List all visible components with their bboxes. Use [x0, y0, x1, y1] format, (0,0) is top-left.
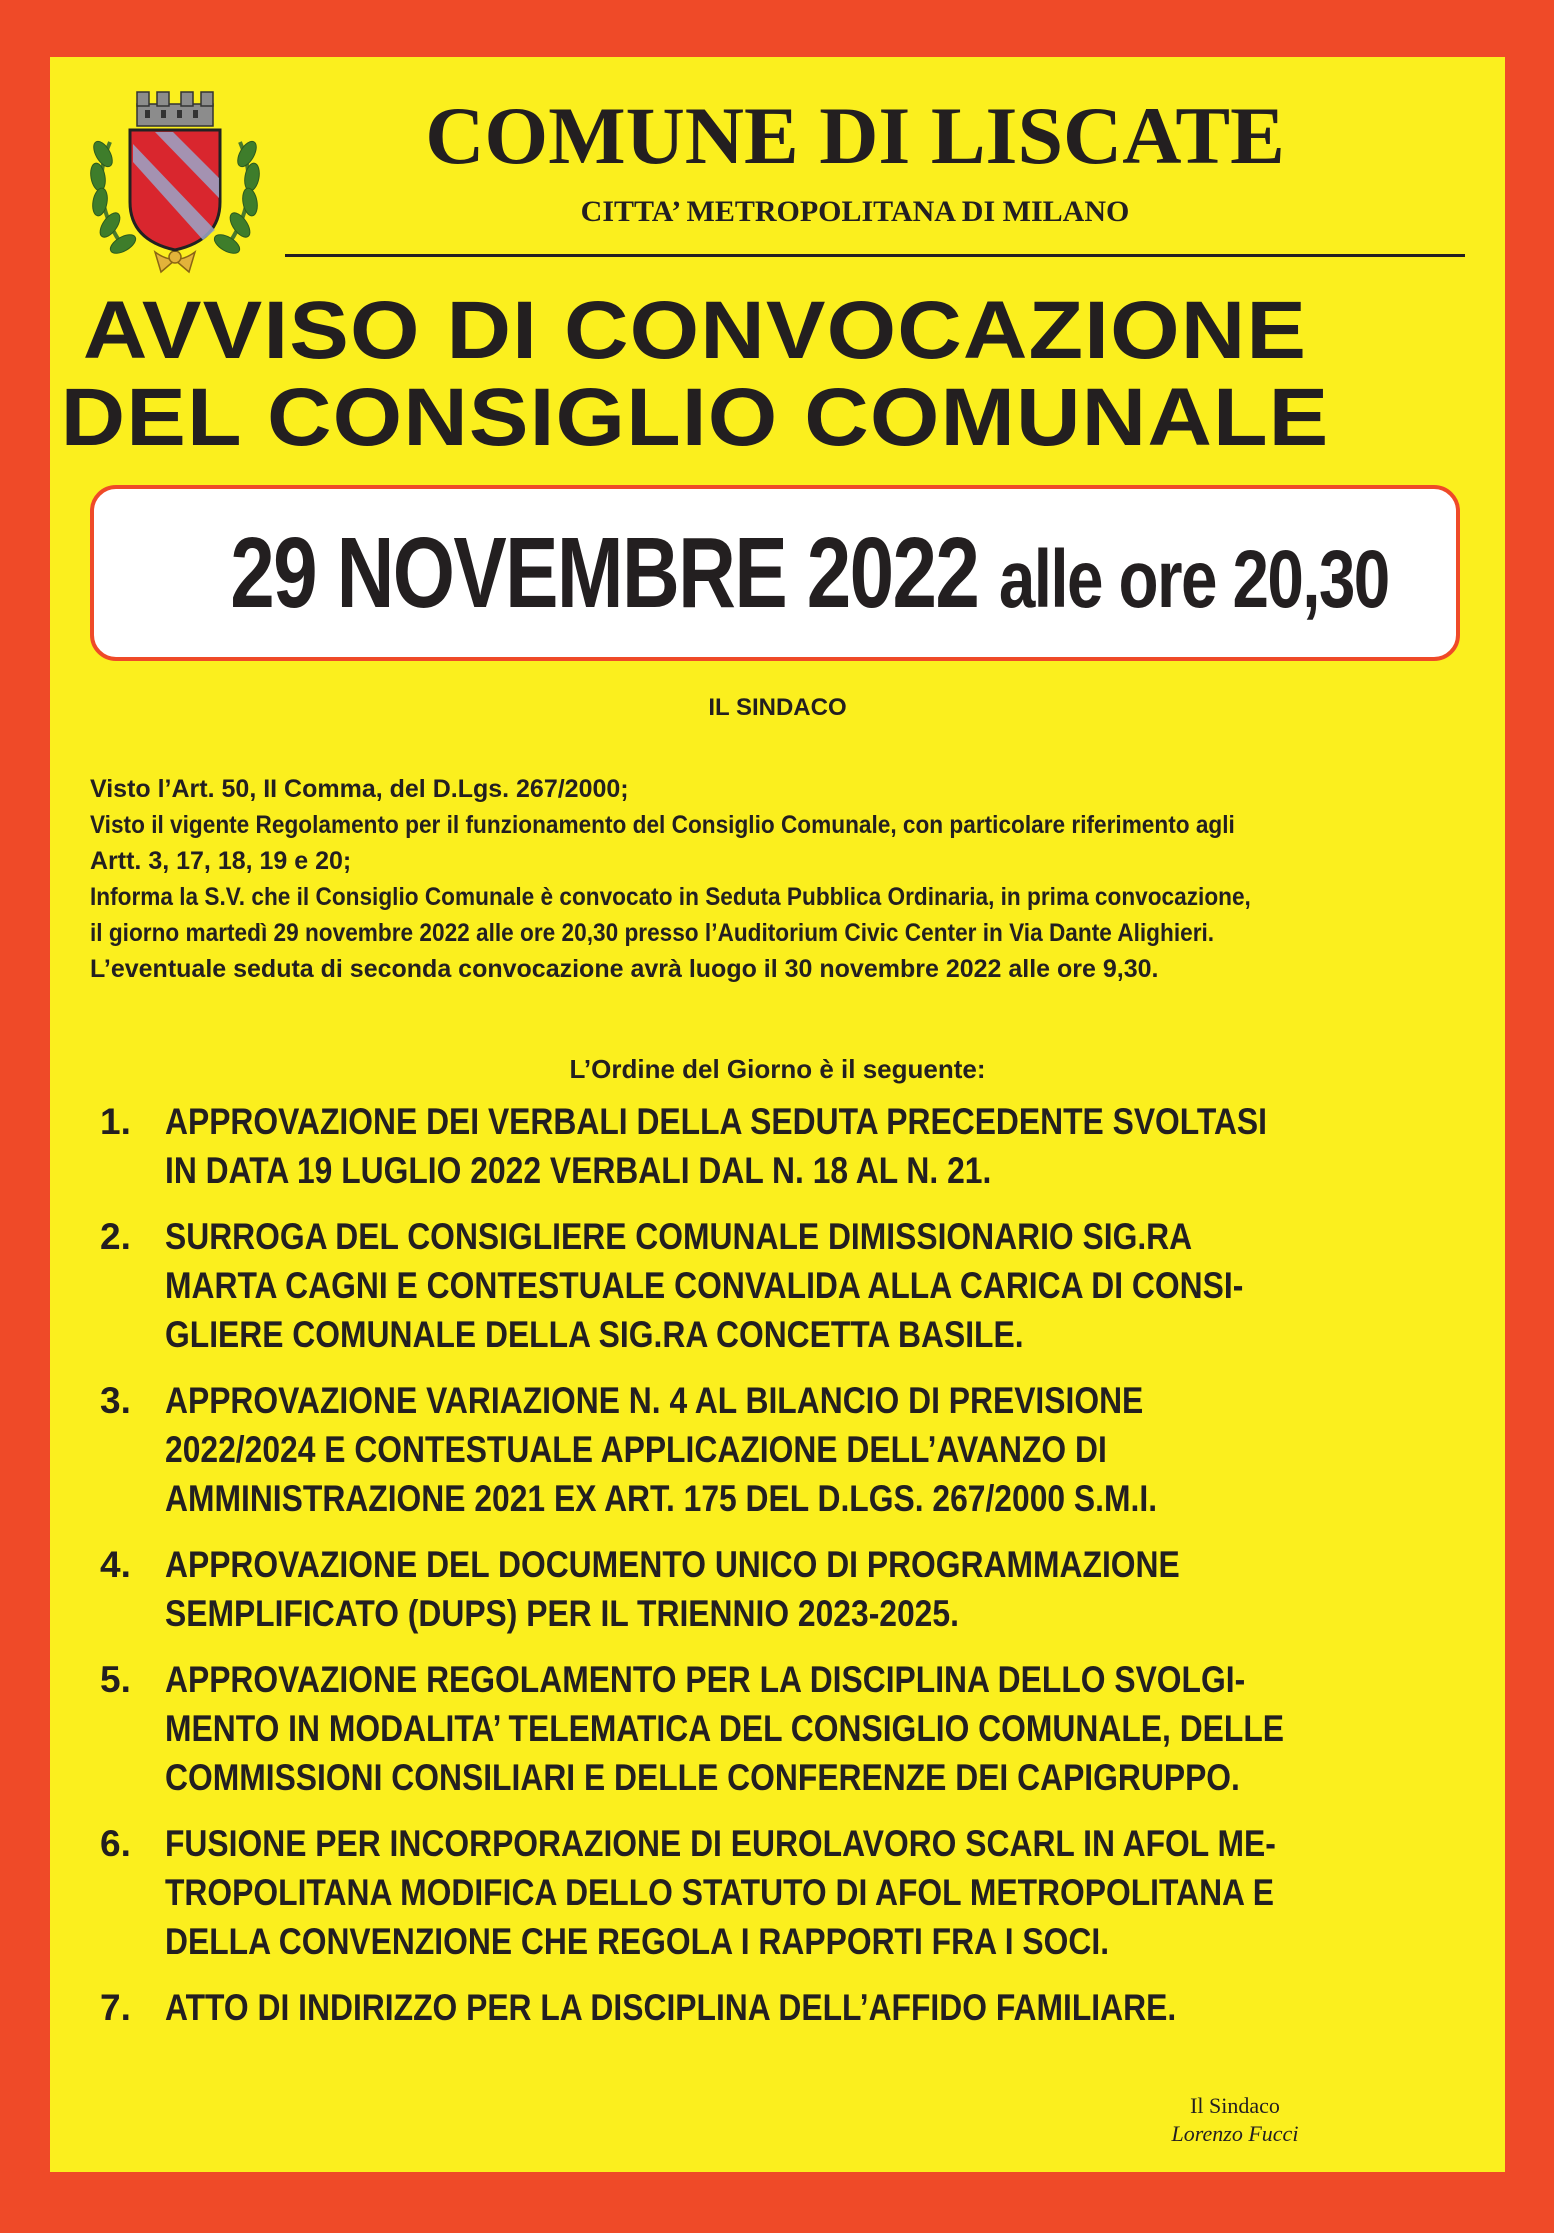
- signature-name: Lorenzo Fucci: [1171, 2121, 1299, 2146]
- council-subtitle: CITTA’ METROPOLITANA DI MILANO: [580, 195, 1130, 228]
- agenda-item: [100, 1819, 1500, 1966]
- agenda-item-text: MARTA CAGNI E CONTESTUALE CONVALIDA ALLA CARICA DI CONSI-: [165, 1265, 1244, 1306]
- agenda-heading: L’Ordine del Giorno è il seguente:: [569, 1054, 986, 1084]
- agenda-item: [100, 1376, 1500, 1523]
- agenda-item-text: TROPOLITANA MODIFICA DELLO STATUTO DI AFOL METROPOLITANA E: [165, 1872, 1274, 1913]
- date-box: [90, 485, 1460, 661]
- meeting-date: 29 NOVEMBRE 2022: [230, 517, 979, 629]
- agenda-item-number: 3.: [100, 1380, 131, 1421]
- agenda-item-number: 7.: [100, 1987, 131, 2028]
- headline-line-1: AVVISO DI CONVOCAZIONE: [82, 285, 1308, 376]
- agenda-item-text: FUSIONE PER INCORPORAZIONE DI EUROLAVORO SCARL IN AFOL ME-: [165, 1823, 1276, 1864]
- intro-line: Informa la S.V. che il Consiglio Comunale è convocato in Seduta Pubblica Ordinaria, in prima convocazione,: [90, 883, 1251, 911]
- agenda-item-text: AMMINISTRAZIONE 2021 EX ART. 175 DEL D.LGS. 267/2000 S.M.I.: [165, 1478, 1158, 1519]
- agenda-item: [100, 1983, 1500, 2032]
- agenda-item-text: SURROGA DEL CONSIGLIERE COMUNALE DIMISSIONARIO SIG.RA: [165, 1216, 1193, 1257]
- agenda-item: [100, 1097, 1500, 1195]
- agenda-item-text: IN DATA 19 LUGLIO 2022 VERBALI DAL N. 18 AL N. 21.: [165, 1150, 992, 1191]
- headline-line-2: DEL CONSIGLIO COMUNALE: [60, 372, 1330, 463]
- notice-page: [50, 57, 1505, 2172]
- council-title: COMUNE DI LISCATE: [425, 90, 1285, 181]
- intro-line: Visto il vigente Regolamento per il funzionamento del Consiglio Comunale, con particolare riferimento agli: [90, 811, 1235, 839]
- agenda-item-text: SEMPLIFICATO (DUPS) PER IL TRIENNIO 2023-2025.: [165, 1593, 959, 1634]
- intro-line: il giorno martedì 29 novembre 2022 alle ore 20,30 presso l’Auditorium Civic Center in Via Dante Alighieri.: [90, 919, 1215, 947]
- sindaco-heading: IL SINDACO: [708, 694, 847, 721]
- intro-line: L’eventuale seduta di seconda convocazione avrà luogo il 30 novembre 2022 alle ore 9,30.: [90, 955, 1159, 983]
- agenda-item-text: APPROVAZIONE VARIAZIONE N. 4 AL BILANCIO DI PREVISIONE: [165, 1380, 1144, 1421]
- agenda-item-text: DELLA CONVENZIONE CHE REGOLA I RAPPORTI FRA I SOCI.: [165, 1921, 1110, 1962]
- agenda-item-number: 5.: [100, 1659, 131, 1700]
- intro-line: Artt. 3, 17, 18, 19 e 20;: [90, 847, 352, 875]
- agenda-item-text: COMMISSIONI CONSILIARI E DELLE CONFERENZE DEI CAPIGRUPPO.: [165, 1757, 1240, 1798]
- agenda-item-text: 2022/2024 E CONTESTUALE APPLICAZIONE DELL’AVANZO DI: [165, 1429, 1107, 1470]
- agenda-item-number: 1.: [100, 1101, 131, 1142]
- meeting-time: alle ore 20,30: [998, 534, 1389, 625]
- agenda-item-number: 6.: [100, 1823, 131, 1864]
- agenda-item: [100, 1540, 1500, 1638]
- signature-block: [1130, 2092, 1340, 2148]
- intro-line: Visto l’Art. 50, II Comma, del D.Lgs. 267/2000;: [90, 775, 629, 803]
- agenda-item-number: 2.: [100, 1216, 131, 1257]
- meeting-datetime: [230, 513, 1389, 633]
- agenda-item-number: 4.: [100, 1544, 131, 1585]
- agenda-item: [100, 1655, 1500, 1802]
- agenda-item-text: ATTO DI INDIRIZZO PER LA DISCIPLINA DELL’AFFIDO FAMILIARE.: [165, 1987, 1177, 2028]
- agenda-item-text: APPROVAZIONE DEL DOCUMENTO UNICO DI PROGRAMMAZIONE: [165, 1544, 1180, 1585]
- agenda-item-text: GLIERE COMUNALE DELLA SIG.RA CONCETTA BASILE.: [165, 1314, 1024, 1355]
- intro-text: [90, 771, 1490, 987]
- signature-role: Il Sindaco: [1190, 2093, 1280, 2118]
- agenda-item-text: MENTO IN MODALITA’ TELEMATICA DEL CONSIGLIO COMUNALE, DELLE: [165, 1708, 1285, 1749]
- title-divider: [285, 254, 1465, 257]
- agenda-item: [100, 1212, 1500, 1359]
- agenda-list: [100, 1097, 1500, 2049]
- agenda-item-text: APPROVAZIONE DEI VERBALI DELLA SEDUTA PRECEDENTE SVOLTASI: [165, 1101, 1268, 1142]
- coat-of-arms-icon: [85, 82, 265, 282]
- agenda-item-text: APPROVAZIONE REGOLAMENTO PER LA DISCIPLINA DELLO SVOLGI-: [165, 1659, 1246, 1700]
